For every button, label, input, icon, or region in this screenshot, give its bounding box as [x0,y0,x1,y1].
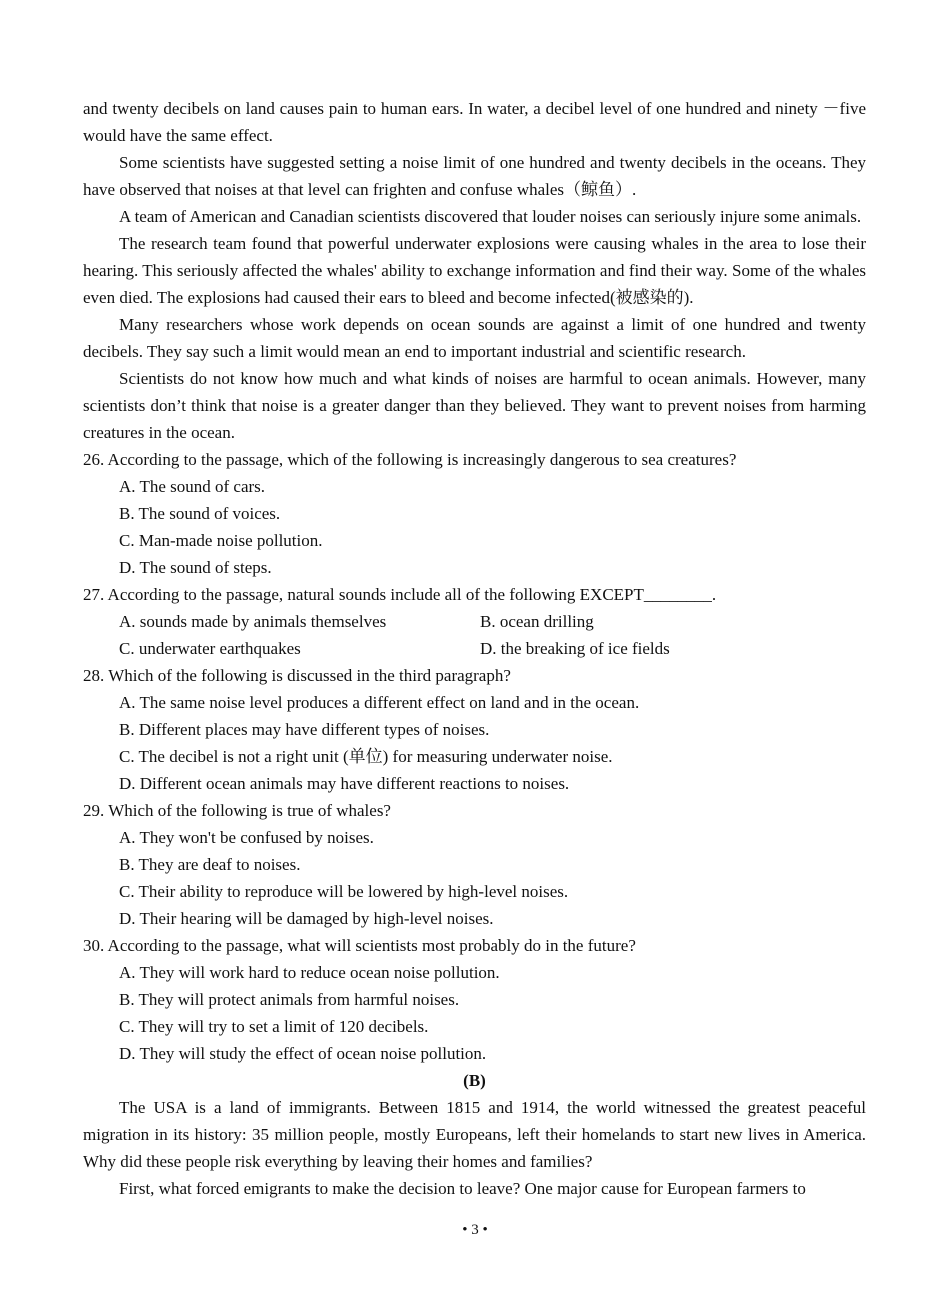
passage-a-paragraph-2: Some scientists have suggested setting a noise limit of one hundred and twenty decibels in the oceans. They have observed that noises at that level can frighten and confuse whales（鲸鱼）. [83,153,866,199]
option-row [83,608,866,635]
question-stem: 28. Which of the following is discussed in the third paragraph? [83,666,511,685]
passage-a-paragraph-1: and twenty decibels on land causes pain to human ears. In water, a decibel level of one hundred and ninety －five would have the same effect. [83,99,866,145]
option-c: C. The decibel is not a right unit (单位) for measuring underwater noise. [119,747,613,766]
passage-b-paragraph-1: The USA is a land of immigrants. Between 1815 and 1914, the world witnessed the greatest peaceful migration in its history: 35 million people, mostly Europeans, left their homelands to start new lives in America. Why did these people risk everything by leaving their homes and families? [83,1098,866,1171]
option-d: D. They will study the effect of ocean noise pollution. [119,1044,487,1063]
question-28 [83,662,866,797]
passage-a-paragraph-6: Scientists do not know how much and what kinds of noises are harmful to ocean animals. However, many scientists don’t think that noise is a greater danger than they believed. They want to prevent noises from harming creatures in the ocean. [83,369,866,442]
option-c: C. They will try to set a limit of 120 decibels. [119,1017,429,1036]
question-stem: 29. Which of the following is true of whales? [83,801,391,820]
question-stem: 27. According to the passage, natural sounds include all of the following EXCEPT________. [83,585,717,604]
option-a: A. sounds made by animals themselves [119,612,387,631]
option-d: D. The sound of steps. [119,558,272,577]
question-26 [83,446,866,581]
option-a: A. The same noise level produces a different effect on land and in the ocean. [119,693,640,712]
option-d: D. the breaking of ice fields [480,639,670,658]
option-b: B. Different places may have different types of noises. [119,720,490,739]
passage-b-paragraph-2: First, what forced emigrants to make the decision to leave? One major cause for European farmers to [119,1179,806,1198]
option-b: B. ocean drilling [480,612,594,631]
question-27 [83,581,866,662]
option-c: C. Their ability to reproduce will be lowered by high-level noises. [119,882,569,901]
option-d: D. Their hearing will be damaged by high-level noises. [119,909,494,928]
section-title: (B) [463,1071,486,1090]
option-b: B. They will protect animals from harmful noises. [119,990,460,1009]
question-30 [83,932,866,1067]
option-a: A. The sound of cars. [119,477,266,496]
option-row [83,635,866,662]
question-stem: 30. According to the passage, what will scientists most probably do in the future? [83,936,636,955]
option-b: B. They are deaf to noises. [119,855,301,874]
passage-a-paragraph-4: The research team found that powerful underwater explosions were causing whales in the area to lose their hearing. This seriously affected the whales' ability to exchange information and find their way. Some of the whales even died. The explosions had caused their ears to bleed and become infected(被感染的). [83,234,866,307]
document-page [83,95,866,1202]
option-a: A. They won't be confused by noises. [119,828,374,847]
option-b: B. The sound of voices. [119,504,281,523]
passage-a-paragraph-3: A team of American and Canadian scientists discovered that louder noises can seriously injure some animals. [119,207,862,226]
option-a: A. They will work hard to reduce ocean noise pollution. [119,963,500,982]
option-d: D. Different ocean animals may have different reactions to noises. [119,774,570,793]
page-number: • 3 • [462,1222,488,1238]
passage-a-paragraph-5: Many researchers whose work depends on ocean sounds are against a limit of one hundred and twenty decibels. They say such a limit would mean an end to important industrial and scientific research. [83,315,866,361]
question-29 [83,797,866,932]
option-c: C. underwater earthquakes [119,639,301,658]
question-stem: 26. According to the passage, which of the following is increasingly dangerous to sea creatures? [83,450,737,469]
option-c: C. Man-made noise pollution. [119,531,323,550]
